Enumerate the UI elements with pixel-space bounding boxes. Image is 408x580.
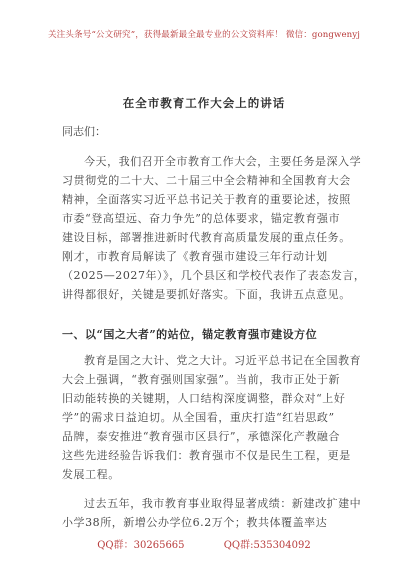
footer-contacts [0, 536, 408, 551]
paragraph-1 [62, 152, 366, 304]
greeting: 同志们： [62, 125, 106, 138]
paragraph-line: （2025—2027年）》，几个县区和学校代表作了表态发言， [62, 269, 366, 282]
paragraph-line: 旧动能转换的关键期，人口结构深度调整，群众对“上好 [62, 392, 346, 405]
paragraph-line: 市委“登高望远、奋力争先”的总体要求，锚定教育强市 [62, 212, 340, 225]
paragraph-line: 教育是国之大计、党之大计。习近平总书记在全国教育 [84, 354, 362, 367]
paragraph-line: 小学38所，新增公办学位6.2万个；教共体覆盖率达 [62, 516, 328, 529]
paragraph-line: 刚才，市教育局解读了《教育强市建设三年行动计划 [62, 250, 328, 263]
paragraph-line: 学”的需求日益迫切。从全国看，重庆打造“红岩思政” [62, 411, 335, 424]
paragraph-line: 建设目标，部署推进新时代教育高质量发展的重点任务。 [62, 231, 351, 244]
paragraph-2 [62, 351, 362, 484]
paragraph-line: 大会上强调，“教育强则国家强”。当前，我市正处于新 [62, 373, 340, 386]
paragraph-line: 这些先进经验告诉我们：教育强市不仅是民生工程，更是 [62, 449, 351, 462]
paragraph-line: 今天，我们召开全市教育工作大会，主要任务是深入学 [84, 155, 362, 168]
paragraph-line: 讲得都很好，关键是要抓好落实。下面，我讲五点意见。 [62, 288, 351, 301]
section-heading-1: 一、以“国之大者”的站位，锚定教育强市建设方位 [62, 328, 318, 341]
paragraph-line: 发展工程。 [62, 468, 120, 481]
paragraph-line: 习贯彻党的二十大、二十届三中全会精神和全国教育大会 [62, 174, 351, 187]
qq-group-2: QQ群:535304092 [223, 540, 311, 551]
paragraph-line: 过去五年，我市教育事业取得显著成绩：新建改扩建中 [84, 497, 362, 510]
paragraph-line: 精神，全面落实习近平总书记关于教育的重要论述，按照 [62, 193, 351, 206]
paragraph-3 [62, 494, 362, 532]
promo-banner: 关注头条号“公文研究”，获得最新最全最专业的公文资料库！ 微信：gongwenyj [47, 30, 361, 40]
paragraph-line: 品牌，泰安推进“教育强市区县行”，承德深化产教融合 [62, 430, 340, 443]
document-title: 在全市教育工作大会上的讲话 [122, 96, 286, 110]
qq-group-1: QQ群：30265665 [97, 540, 185, 551]
